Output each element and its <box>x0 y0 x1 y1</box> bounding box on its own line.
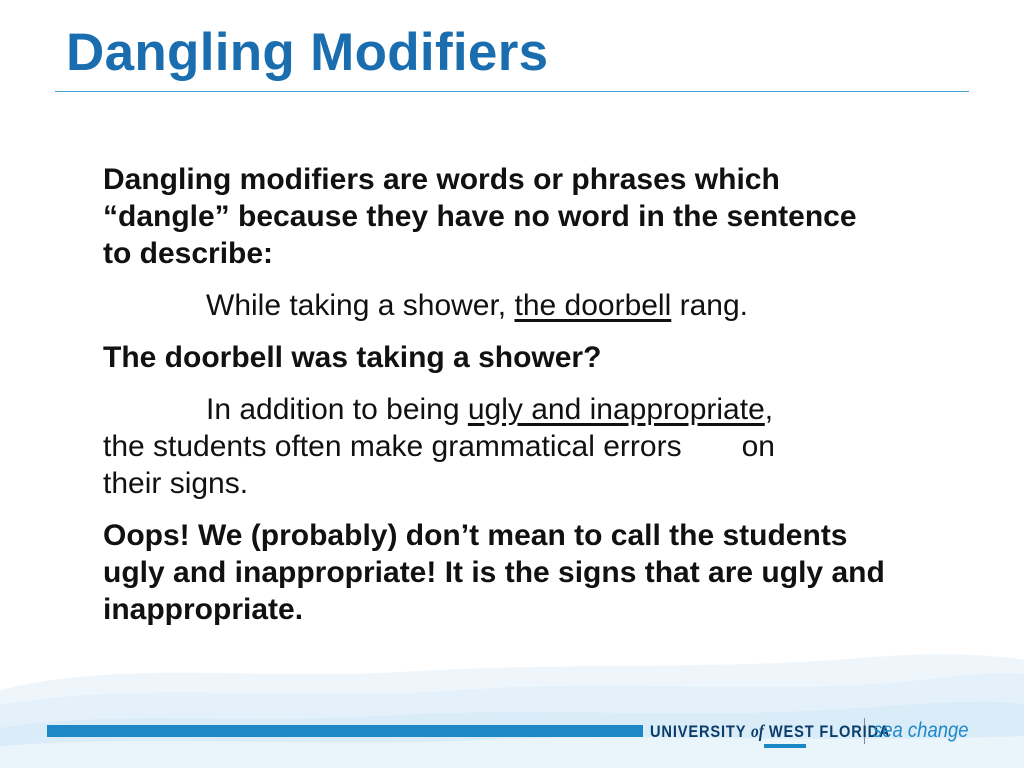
logo-underline-accent <box>764 744 806 748</box>
university-logo <box>650 716 981 750</box>
tagline: sea change <box>872 719 969 742</box>
example-2-text-before: In addition to being <box>206 393 468 426</box>
title-divider <box>55 91 969 92</box>
slide-body <box>103 161 893 628</box>
example-sentence-1 <box>103 287 893 324</box>
example-2-underlined: ugly and inappropriate <box>467 393 765 426</box>
footer-accent-bar <box>47 725 643 737</box>
slide-title: Dangling Modifiers <box>66 23 549 82</box>
decorative-wave-background <box>0 650 1024 768</box>
example-2-line-2a: the students often make grammatical errors <box>103 430 682 463</box>
example-2-comma: , <box>764 393 774 426</box>
example-2-line-3: their signs. <box>103 467 249 500</box>
example-2-commentary: Oops! We (probably) don’t mean to call the students ugly and inappropriate! It is the signs that are ugly and inappropriate. <box>103 519 885 626</box>
example-1-underlined: the doorbell <box>514 289 672 322</box>
definition-paragraph: Dangling modifiers are words or phrases which “dangle” because they have no word in the sentence to describe: <box>103 163 857 270</box>
example-1-commentary: The doorbell was taking a shower? <box>103 341 602 374</box>
example-2-line-2b: on <box>741 430 775 463</box>
university-wordmark: UNIVERSITY of WEST FLORIDA <box>650 721 891 741</box>
example-sentence-2 <box>103 391 893 502</box>
example-2-line-1 <box>103 391 773 428</box>
example-1-text-after: rang. <box>671 289 748 322</box>
example-1-text-before: While taking a shower, <box>206 289 515 322</box>
